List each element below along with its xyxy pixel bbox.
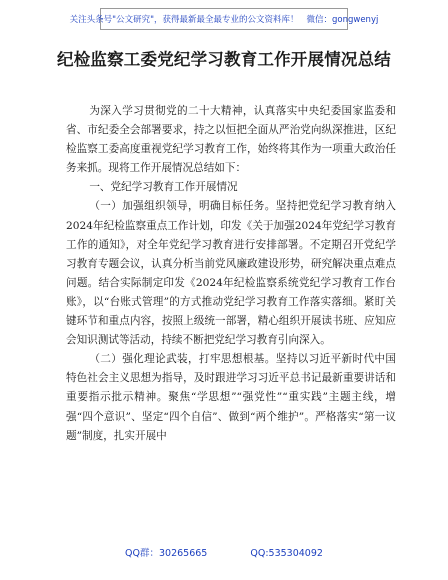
body-paragraph: （二）强化理论武装，打牢思想根基。坚持以习近平新时代中国特色社会主义思想为指导，及时跟进学习习近平总书记最新重要讲话和重要指示批示精神。聚焦“学思想”“强党性”“重实践”主题主线，增强“四个意识”、坚定“四个自信”、做到“两个维护”。严格落实“第一议题”制度，扎实开展中 (66, 353, 396, 442)
body-paragraph: （一）加强组织领导，明确目标任务。坚持把党纪学习教育纳入2024年纪检监察重点工作计划，印发《关于加强2024年党纪学习教育工作的通知》，对全年党纪学习教育进行安排部署。不定期召开党纪学习教育专题会议，认真分析当前党风廉政建设形势，研究解决重点难点问题。结合实际制定印发《2024年纪检监察系统党纪学习教育工作台账》，以“台账式管理”的方式推动党纪学习教育工作落实落细。紧盯关键环节和重点内容，按照上级统一部署，精心组织开展读书班、应知应会知识测试等活动，持续不断把党纪学习教育引向深入。 (66, 200, 396, 347)
promo-banner-text: 关注头条号"公文研究"，获得最新最全最专业的公文资料库！ (69, 15, 299, 25)
document-body (66, 102, 396, 446)
intro-paragraph: 为深入学习贯彻党的二十大精神，认真落实中央纪委国家监委和省、市纪委全会部署要求，持之以恒把全面从严治党向纵深推进，区纪检监察工委高度重视党纪学习教育工作，始终将其作为一项重大政治任务来抓。现将工作开展情况总结如下： (66, 105, 396, 175)
contact-footer (0, 545, 448, 559)
promo-banner (69, 8, 379, 30)
wechat-id: 微信：gongwenyj (306, 15, 379, 25)
qq-number: QQ:535304092 (250, 548, 323, 559)
section-heading: 一、党纪学习教育工作开展情况 (89, 181, 238, 194)
qq-group: QQ群：30265665 (125, 548, 208, 559)
document-title: 纪检监察工委党纪学习教育工作开展情况总结 (57, 50, 391, 69)
